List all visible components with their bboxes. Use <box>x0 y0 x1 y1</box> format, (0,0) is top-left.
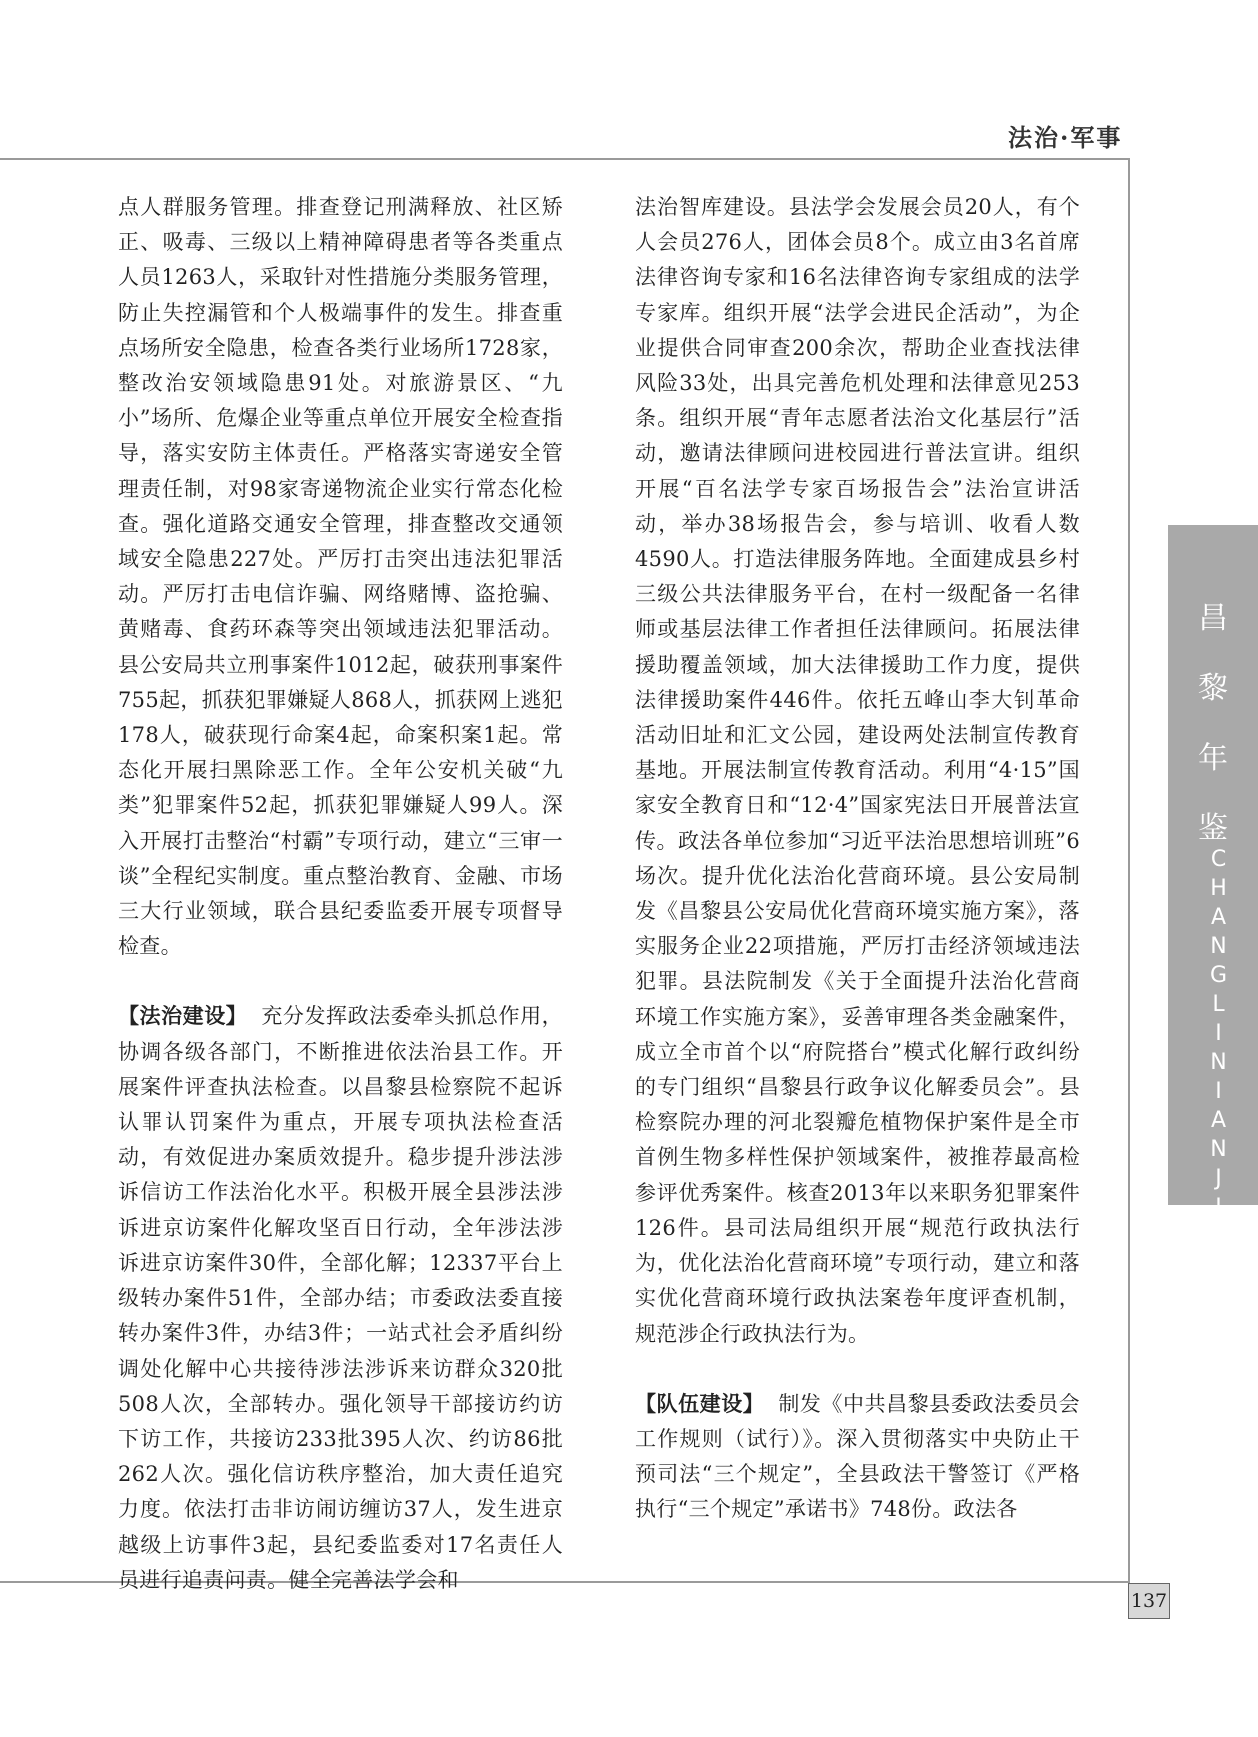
left-section-body: 充分发挥政法委牵头抓总作用，协调各级各部门，不断推进依法治县工作。开展案件评查执法检查。以昌黎县检察院不起诉认罪认罚案件为重点，开展专项执法检查活动，有效促进办案质效提升。稳步提升涉法涉诉信访工作法治化水平。积极开展全县涉法涉诉进京访案件化解攻坚百日行动，全年涉法涉诉进京访案件30件，全部化解；12337平台上级转办案件51件，全部办结；市委政法委直接转办案件3件，办结3件；一站式社会矛盾纠纷调处化解中心共接待涉法涉诉来访群众320批508人次，全部转办。强化领导干部接访约访下访工作，共接访233批395人次、约访86批262人次。强化信访秩序整治，加大责任追究力度。依法打击非访闹访缠访37人，发生进京越级上访事件3起，县纪委监委对17名责任人员进行追责问责。健全完善法学会和 <box>118 1004 563 1592</box>
right-section-team-building <box>635 1387 1080 1528</box>
side-tab-char-4: 鉴 <box>1198 811 1228 846</box>
frame-top-rule <box>0 158 1130 160</box>
left-paragraph-1: 点人群服务管理。排查登记刑满释放、社区矫正、吸毒、三级以上精神障碍患者等各类重点人员1263人，采取针对性措施分类服务管理，防止失控漏管和个人极端事件的发生。排查重点场所安全隐患，检查各类行业场所1728家，整改治安领域隐患91处。对旅游景区、“九小”场所、危爆企业等重点单位开展安全检查指导，落实安防主体责任。严格落实寄递安全管理责任制，对98家寄递物流企业实行常态化检查。强化道路交通安全管理，排查整改交通领域安全隐患227处。严厉打击突出违法犯罪活动。严厉打击电信诈骗、网络赌博、盗抢骗、黄赌毒、食药环森等突出领域违法犯罪活动。县公安局共立刑事案件1012起，破获刑事案件755起，抓获犯罪嫌疑人868人，抓获网上逃犯178人，破获现行命案4起，命案积案1起。常态化开展扫黑除恶工作。全年公安机关破“九类”犯罪案件52起，抓获犯罪嫌疑人99人。深入开展打击整治“村霸”专项行动，建立“三审一谈”全程纪实制度。重点整治教育、金融、市场三大行业领域，联合县纪委监委开展专项督导检查。 <box>118 195 563 959</box>
side-tab-char-2: 黎 <box>1198 671 1228 706</box>
right-paragraph-1: 法治智库建设。县法学会发展会员20人，有个人会员276人，团体会员8个。成立由3名首席法律咨询专家和16名法律咨询专家组成的法学专家库。组织开展“法学会进民企活动”，为企业提供合同审查200余次，帮助企业查找法律风险33处，出具完善危机处理和法律意见253条。组织开展“青年志愿者法治文化基层行”活动，邀请法律顾问进校园进行普法宣讲。组织开展“百名法学专家百场报告会”法治宣讲活动，举办38场报告会，参与培训、收看人数4590人。打造法律服务阵地。全面建成县乡村三级公共法律服务平台，在村一级配备一名律师或基层法律工作者担任法律顾问。拓展法律援助覆盖领域，加大法律援助工作力度，提供法律援助案件446件。依托五峰山李大钊革命活动旧址和汇文公园，建设两处法制宣传教育基地。开展法制宣传教育活动。利用“4·15”国家安全教育日和“12·4”国家宪法日开展普法宣传。政法各单位参加“习近平法治思想培训班”6场次。提升优化法治化营商环境。县公安局制发《昌黎县公安局优化营商环境实施方案》，落实服务企业22项措施，严厉打击经济领域违法犯罪。县法院制发《关于全面提升法治化营商环境工作实施方案》，妥善审理各类金融案件，成立全市首个以“府院搭台”模式化解行政纠纷的专门组织“昌黎县行政争议化解委员会”。县检察院办理的河北裂瓣危植物保护案件是全市首例生物多样性保护领域案件，被推荐最高检参评优秀案件。核查2013年以来职务犯罪案件126件。县司法局组织开展“规范行政执法行为，优化法治化营商环境”专项行动，建立和落实优化营商环境行政执法案卷年度评查机制，规范涉企行政执法行为。 <box>635 195 1080 1346</box>
page-number: 137 <box>1128 1583 1170 1619</box>
left-column <box>118 190 563 1598</box>
frame-right-rule <box>1128 158 1130 1583</box>
section-heading-rule-of-law: 【法治建设】 <box>118 1004 248 1029</box>
side-tab-pinyin: CHANGLINIANJIAN <box>1206 847 1231 1282</box>
side-tab-char-3: 年 <box>1198 741 1228 776</box>
right-section-body: 制发《中共昌黎县委政法委员会工作规则（试行）》。深入贯彻落实中央防止干预司法“三个规定”，全县政法干警签订《严格执行“三个规定”承诺书》748份。政法各 <box>635 1391 1080 1522</box>
left-section-rule-of-law <box>118 999 563 1597</box>
section-heading-team-building: 【队伍建设】 <box>635 1391 765 1416</box>
section-header-title: 法治·军事 <box>1008 123 1123 152</box>
right-column <box>635 190 1080 1528</box>
yearbook-side-tab <box>1168 525 1258 1282</box>
side-tab-char-1: 昌 <box>1198 601 1228 636</box>
